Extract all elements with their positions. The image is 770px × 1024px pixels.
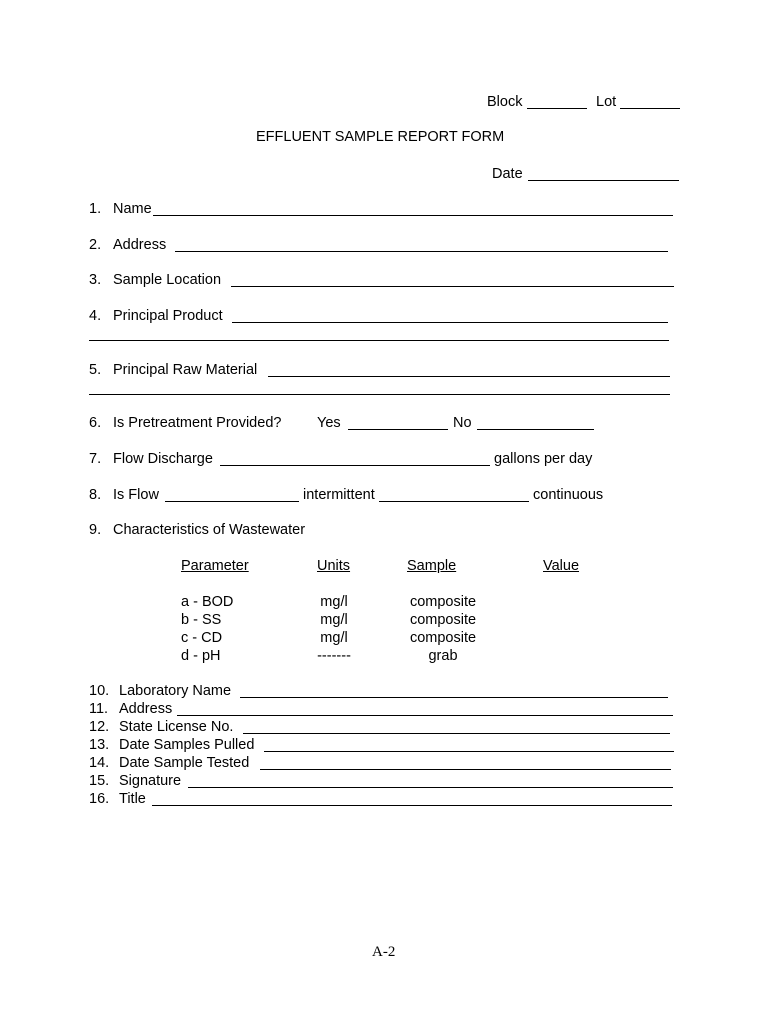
field-12-number: 12. [89, 719, 110, 735]
table-header-parameter: Parameter [181, 558, 249, 574]
form-title: EFFLUENT SAMPLE REPORT FORM [256, 129, 505, 145]
field-4-label: Principal Product [113, 308, 223, 324]
flow-continuous-label: continuous [533, 487, 604, 503]
table-row-sample: composite [409, 594, 477, 610]
principal-raw-material-field[interactable] [268, 376, 670, 377]
laboratory-name-field[interactable] [240, 697, 668, 698]
block-field[interactable] [527, 108, 587, 109]
table-header-value: Value [543, 558, 580, 574]
table-row-parameter: d - pH [181, 648, 221, 664]
flow-discharge-field[interactable] [220, 465, 490, 466]
principal-product-field[interactable] [232, 322, 668, 323]
table-header-units: Units [317, 558, 351, 574]
field-16-label: Title [119, 791, 146, 807]
flow-continuous-field[interactable] [379, 501, 529, 502]
field-14-label: Date Sample Tested [119, 755, 250, 771]
field-7-number: 7. [89, 451, 102, 467]
field-2-label: Address [113, 237, 167, 253]
field-10-number: 10. [89, 683, 110, 699]
table-header-sample: Sample [407, 558, 457, 574]
field-8-label: Is Flow [113, 487, 159, 503]
table-row-units: mg/l [320, 594, 348, 610]
field-7-label: Flow Discharge [113, 451, 213, 467]
field-14-number: 14. [89, 755, 110, 771]
block-label: Block [487, 94, 523, 110]
field-13-label: Date Samples Pulled [119, 737, 255, 753]
table-row-units: mg/l [320, 612, 348, 628]
field-6-number: 6. [89, 415, 102, 431]
field-5-label: Principal Raw Material [113, 362, 258, 378]
lab-address-field[interactable] [177, 715, 673, 716]
principal-product-field-line2[interactable] [89, 340, 669, 341]
field-11-number: 11. [89, 701, 109, 717]
date-field[interactable] [528, 180, 679, 181]
table-row-parameter: c - CD [181, 630, 223, 646]
date-label: Date [492, 166, 523, 182]
flow-discharge-unit: gallons per day [494, 451, 593, 467]
field-5-number: 5. [89, 362, 102, 378]
lot-label: Lot [596, 94, 617, 110]
field-6-label: Is Pretreatment Provided? [113, 415, 282, 431]
table-row-units: ------- [317, 648, 351, 664]
date-samples-pulled-field[interactable] [264, 751, 674, 752]
field-13-number: 13. [89, 737, 110, 753]
field-12-label: State License No. [119, 719, 234, 735]
principal-raw-material-field-line2[interactable] [89, 394, 670, 395]
field-8-number: 8. [89, 487, 102, 503]
field-16-number: 16. [89, 791, 110, 807]
lot-field[interactable] [620, 108, 680, 109]
field-9-number: 9. [89, 522, 102, 538]
field-10-label: Laboratory Name [119, 683, 232, 699]
name-field[interactable] [153, 215, 673, 216]
page-number: A-2 [372, 944, 396, 960]
field-11-label: Address [119, 701, 173, 717]
flow-intermittent-field[interactable] [165, 501, 299, 502]
field-15-label: Signature [119, 773, 182, 789]
table-row-sample: grab [428, 648, 458, 664]
field-3-label: Sample Location [113, 272, 222, 288]
pretreatment-yes-label: Yes [317, 415, 341, 431]
table-row-parameter: b - SS [181, 612, 222, 628]
table-row-units: mg/l [320, 630, 348, 646]
pretreatment-no-field[interactable] [477, 429, 594, 430]
title-field[interactable] [152, 805, 672, 806]
pretreatment-no-label: No [453, 415, 472, 431]
table-row-parameter: a - BOD [181, 594, 234, 610]
field-15-number: 15. [89, 773, 110, 789]
address-field[interactable] [175, 251, 668, 252]
flow-intermittent-label: intermittent [303, 487, 375, 503]
signature-field[interactable] [188, 787, 673, 788]
field-1-number: 1. [89, 201, 102, 217]
state-license-field[interactable] [243, 733, 670, 734]
field-2-number: 2. [89, 237, 102, 253]
pretreatment-yes-field[interactable] [348, 429, 448, 430]
field-4-number: 4. [89, 308, 102, 324]
field-1-label: Name [113, 201, 152, 217]
field-3-number: 3. [89, 272, 102, 288]
sample-location-field[interactable] [231, 286, 674, 287]
field-9-label: Characteristics of Wastewater [113, 522, 306, 538]
date-sample-tested-field[interactable] [260, 769, 671, 770]
table-row-sample: composite [409, 612, 477, 628]
table-row-sample: composite [409, 630, 477, 646]
